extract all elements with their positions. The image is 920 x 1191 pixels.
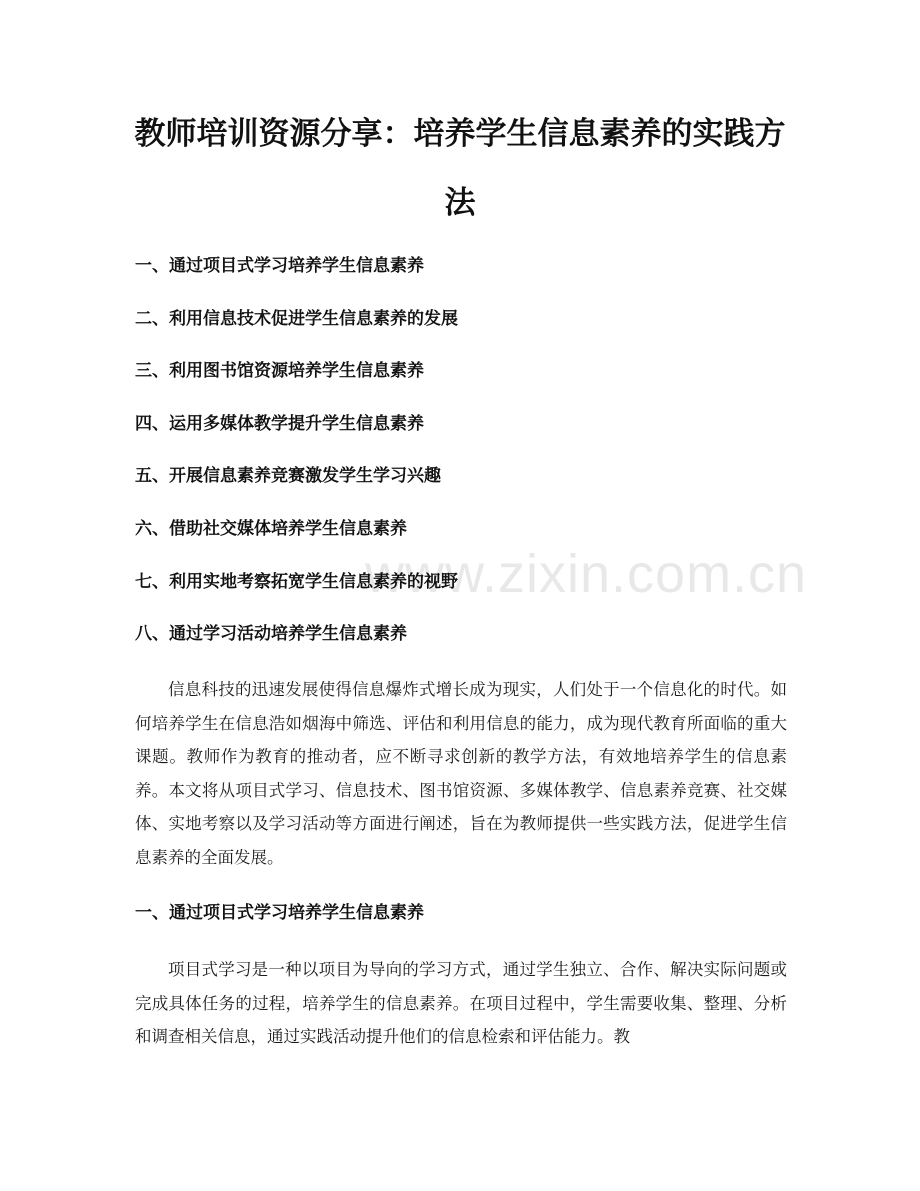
toc-item-8: 八、通过学习活动培养学生信息素养 [135,624,407,645]
watermark: www.zixin.com.cn [365,544,808,604]
toc-item-6: 六、借助社交媒体培养学生信息素养 [135,518,407,539]
document-title: 教师培训资源分享：培养学生信息素养的实践方法 [134,116,786,221]
toc-item-2: 二、利用信息技术促进学生信息素养的发展 [135,308,458,329]
toc-item-5: 五、开展信息素养竞赛激发学生学习兴趣 [135,466,441,487]
table-of-contents [135,248,458,669]
section-1-heading: 一、通过项目式学习培养学生信息素养 [135,903,424,923]
intro-paragraph: 信息科技的迅速发展使得信息爆炸式增长成为现实，人们处于一个信息化的时代。如何培养学生在信息浩如烟海中筛选、评估和利用信息的能力，成为现代教育所面临的重大课题。教师作为教育的推动者，应不断寻求创新的教学方法，有效地培养学生的信息素养。本文将从项目式学习、信息技术、图书馆资源、多媒体教学、信息素养竞赛、社交媒体、实地考察以及学习活动等方面进行阐述，旨在为教师提供一些实践方法，促进学生信息素养的全面发展。 [135,680,787,867]
toc-item-4: 四、运用多媒体教学提升学生信息素养 [135,413,424,434]
section-1-paragraph: 项目式学习是一种以项目为导向的学习方式，通过学生独立、合作、解决实际问题或完成具体任务的过程，培养学生的信息素养。在项目过程中，学生需要收集、整理、分析和调查相关信息，通过实践活动提升他们的信息检索和评估能力。教 [135,960,787,1046]
toc-item-3: 三、利用图书馆资源培养学生信息素养 [135,361,424,382]
toc-item-7: 七、利用实地考察拓宽学生信息素养的视野 [135,571,458,592]
toc-item-1: 一、通过项目式学习培养学生信息素养 [135,256,424,276]
